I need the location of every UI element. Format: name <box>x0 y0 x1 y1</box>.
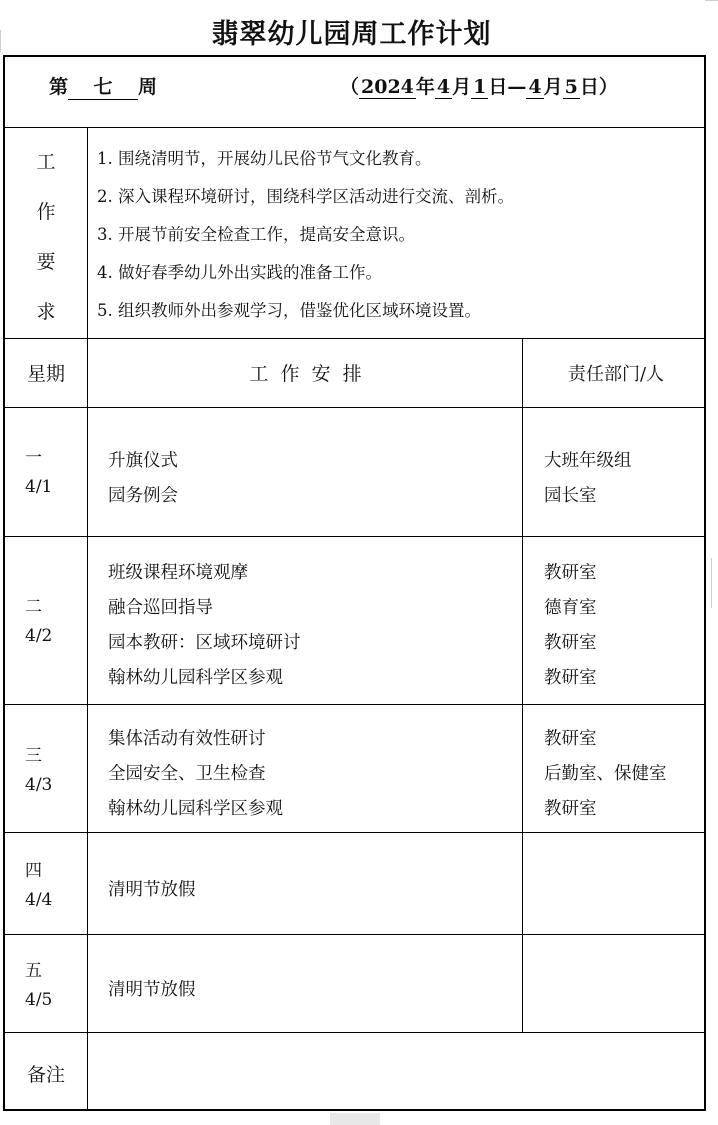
task-item: 班级课程环境观摩 <box>108 563 248 583</box>
dept-item: 教研室 <box>544 668 597 688</box>
header-tasks: 工 作 安 排 <box>249 363 362 385</box>
dept-item: 后勤室、保健室 <box>544 764 667 784</box>
task-item: 全园安全、卫生检查 <box>108 764 266 784</box>
task-item: 融合巡回指导 <box>108 598 213 618</box>
row-divider <box>5 536 704 537</box>
scrollbar-thumb[interactable] <box>330 1113 380 1125</box>
row-divider <box>5 704 704 705</box>
requirement-item: 3. 开展节前安全检查工作，提高安全意识。 <box>97 225 415 244</box>
header-day: 星期 <box>26 363 65 385</box>
task-item: 清明节放假 <box>108 980 196 1000</box>
row-divider <box>5 1032 704 1033</box>
requirements-label-char: 要 <box>36 251 56 273</box>
year-value: 2024 <box>361 76 414 98</box>
dept-item: 教研室 <box>544 799 597 819</box>
dept-item: 大班年级组 <box>544 451 632 471</box>
day-cell-tue: 二 4/2 <box>25 597 53 646</box>
task-item: 翰林幼儿园科学区参观 <box>108 799 283 819</box>
week-number: 七 <box>68 72 138 100</box>
dept-item: 教研室 <box>544 563 597 583</box>
row-divider <box>5 127 704 128</box>
task-item: 升旗仪式 <box>108 451 178 471</box>
task-item: 翰林幼儿园科学区参观 <box>108 668 283 688</box>
requirement-item: 1. 围绕清明节，开展幼儿民俗节气文化教育。 <box>97 149 432 168</box>
requirements-label-char: 求 <box>36 301 56 323</box>
dept-item: 教研室 <box>544 633 597 653</box>
page-corner-mark <box>705 0 718 1</box>
requirements-label-char: 作 <box>36 201 56 223</box>
day-cell-mon: 一 4/1 <box>25 448 53 497</box>
requirement-item: 4. 做好春季幼儿外出实践的准备工作。 <box>97 263 382 282</box>
header-dept: 责任部门/人 <box>567 364 665 385</box>
page-title: 翡翠幼儿园周工作计划 <box>211 19 492 50</box>
work-plan-table <box>3 55 706 1111</box>
task-item: 园务例会 <box>108 486 178 506</box>
row-divider <box>5 934 704 935</box>
row-divider <box>5 407 704 408</box>
day-cell-thu: 四 4/4 <box>25 861 53 910</box>
dept-item: 园长室 <box>544 486 597 506</box>
dept-item: 德育室 <box>544 598 597 618</box>
page-edge-mark <box>711 558 712 608</box>
date-range: （ 2024 年 4 月 1 日— 4 月 5 日） <box>340 76 618 98</box>
requirement-item: 5. 组织教师外出参观学习，借鉴优化区域环境设置。 <box>97 301 481 320</box>
requirements-label-char: 工 <box>36 151 56 173</box>
week-label: 第 七 周 <box>49 72 157 100</box>
row-divider <box>5 338 704 339</box>
column-divider <box>522 338 523 1032</box>
page-corner-mark <box>0 30 1 52</box>
dept-item: 教研室 <box>544 729 597 749</box>
requirement-item: 2. 深入课程环境研讨，围绕科学区活动进行交流、剖析。 <box>97 187 514 206</box>
task-item: 清明节放假 <box>108 880 196 900</box>
column-divider <box>87 127 88 1111</box>
day-cell-wed: 三 4/3 <box>25 746 53 795</box>
task-item: 集体活动有效性研讨 <box>108 729 266 749</box>
day-cell-fri: 五 4/5 <box>25 961 53 1010</box>
task-item: 园本教研：区域环境研讨 <box>108 633 301 653</box>
row-divider <box>5 832 704 833</box>
remarks-label: 备注 <box>26 1064 65 1086</box>
